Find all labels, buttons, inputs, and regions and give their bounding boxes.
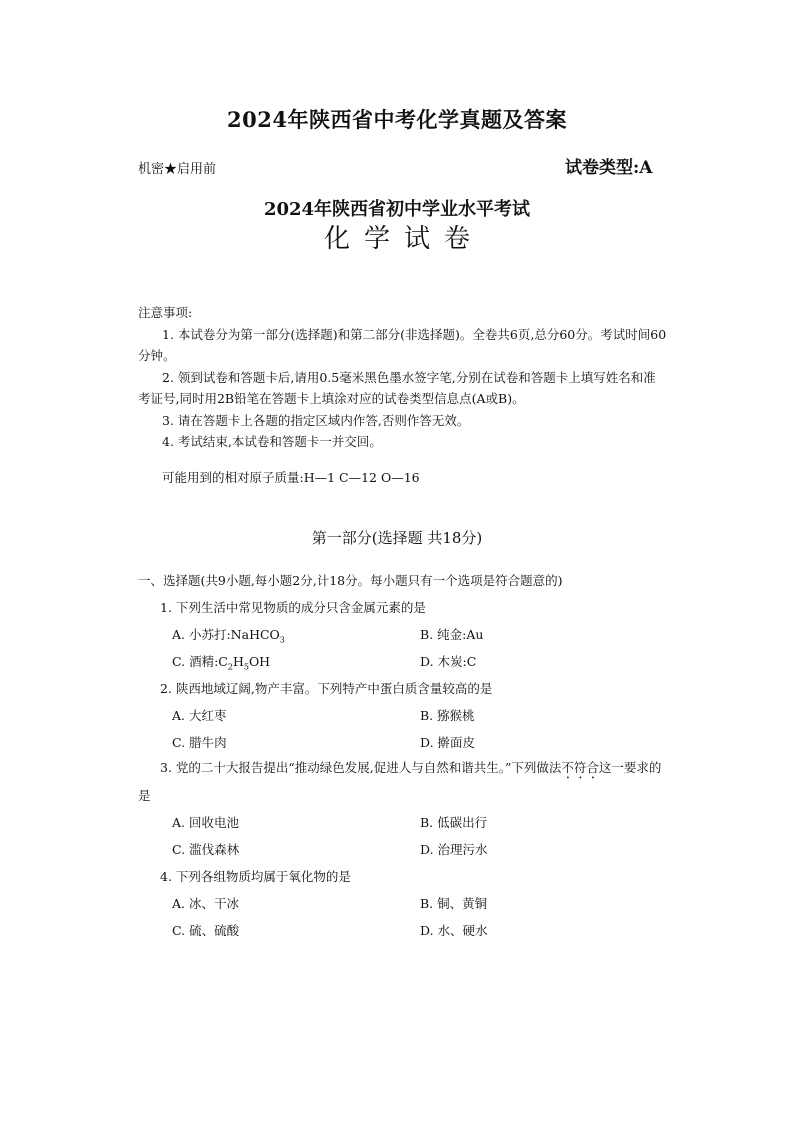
option-a: A. 回收电池: [172, 815, 239, 830]
confidential-label: 机密★启用前: [138, 162, 217, 177]
option-a: [172, 625, 285, 645]
question-stem: [138, 754, 668, 809]
option-d: D. 擀面皮: [420, 735, 476, 750]
option-d: D. 水、硬水: [420, 923, 488, 938]
subscript: 3: [279, 635, 285, 645]
subject-title: 化学试卷: [323, 224, 484, 254]
option-text: OH: [248, 654, 271, 669]
question-text: 3. 党的二十大报告提出“推动绿色发展,促进人与自然和谐共生。”下列做法: [160, 760, 562, 775]
option-b: B. 猕猴桃: [420, 708, 475, 723]
subscript: 2: [227, 662, 233, 672]
option-c: [172, 652, 270, 672]
notes-heading: 注意事项:: [138, 305, 193, 320]
option-b: B. 低碳出行: [420, 815, 488, 830]
option-c: C. 滥伐森林: [172, 842, 240, 857]
option-text: A. 小苏打:NaHCO: [172, 627, 280, 642]
notes-item: 3. 请在答题卡上各题的指定区域内作答,否则作答无效。: [162, 412, 470, 428]
option-a: A. 冰、干冰: [172, 896, 239, 911]
option-text: C. 酒精:C: [172, 654, 228, 669]
question-stem: 4. 下列各组物质均属于氧化物的是: [160, 869, 351, 884]
option-c: C. 硫、硫酸: [172, 923, 240, 938]
atomic-mass-note: 可能用到的相对原子质量:H—1 C—12 O—16: [162, 470, 420, 485]
paper-type-label: 试卷类型:A: [565, 158, 653, 178]
option-text: H: [232, 654, 244, 669]
option-c: C. 腊牛肉: [172, 735, 227, 750]
notes-item: 2. 领到试卷和答题卡后,请用0.5毫米黑色墨水签字笔,分别在试卷和答题卡上填写姓名和准考证号,同时用2B铅笔在答题卡上填涂对应的试卷类型信息点(A或B)。: [138, 369, 656, 406]
option-b: B. 纯金:Au: [420, 627, 484, 642]
option-d: D. 治理污水: [420, 842, 488, 857]
document-title: 2024年陕西省中考化学真题及答案: [227, 107, 567, 132]
option-b: B. 铜、黄铜: [420, 896, 488, 911]
section-title: 第一部分(选择题 共18分): [311, 529, 483, 547]
notes-section: [138, 302, 668, 453]
option-d: D. 木炭:C: [420, 654, 477, 669]
notes-item: 4. 考试结束,本试卷和答题卡一并交回。: [162, 434, 382, 449]
emphasis-text: 不符合: [561, 760, 599, 775]
exam-title: 2024年陕西省初中学业水平考试: [263, 199, 531, 220]
notes-item: 1. 本试卷分为第一部分(选择题)和第二部分(非选择题)。全卷共6页,总分60分。考试时间60分钟。: [138, 326, 667, 363]
section-instruction: 一、选择题(共9小题,每小题2分,计18分。每小题只有一个选项是符合题意的): [138, 573, 563, 588]
question-stem: 1. 下列生活中常见物质的成分只含金属元素的是: [160, 600, 426, 615]
option-a: A. 大红枣: [172, 708, 227, 723]
subscript: 5: [243, 662, 249, 672]
question-text: 这一要求的是: [138, 760, 662, 803]
question-stem: 2. 陕西地域辽阔,物产丰富。下列特产中蛋白质含量较高的是: [160, 681, 493, 696]
